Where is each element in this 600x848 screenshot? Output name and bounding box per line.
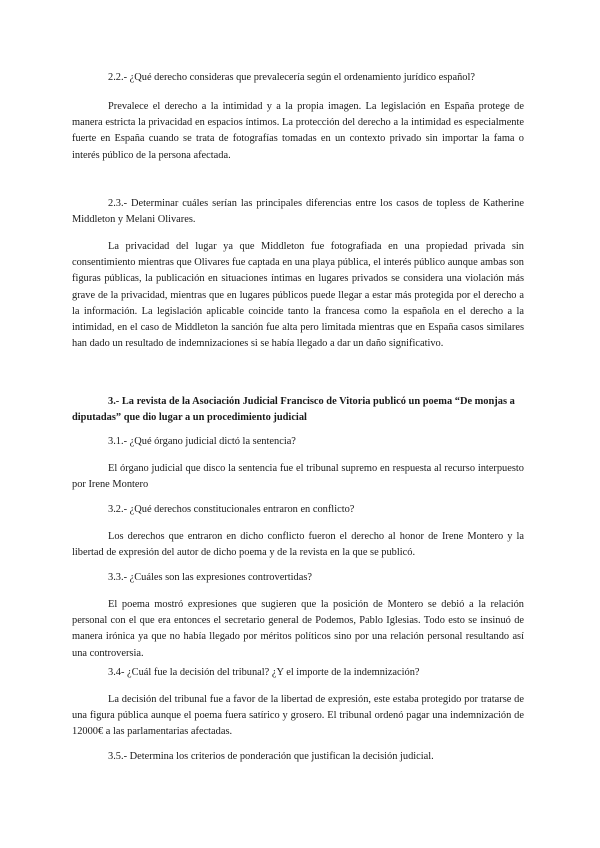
- question-3-5: [72, 749, 524, 765]
- section-3-heading: [72, 394, 524, 426]
- question-text: 3.1.- ¿Qué órgano judicial dictó la sentencia?: [108, 436, 296, 447]
- answer-text: La privacidad del lugar ya que Middleton fue fotografiada en una propiedad privada sin consentimiento mientras que Olivares fue captada en una playa pública, el interés público aunque ambas son figuras públicas, la publicación en situaciones íntimas en lugares privados se considera una violación más grave de la privacidad, mientras que en lugares públicos puede llegar a estar más protegida por el derecho a la información. La legislación aplicable coincide tanto la francesa como la española en el derecho a la intimidad, en el caso de Middleton la sanción fue alta pero limitada mientras que en España casos similares han dado un resultado de indemnizaciones si se había llegado a dar un daño significativo.: [72, 241, 524, 350]
- question-3-3: [72, 570, 524, 586]
- section-heading: 3.- La revista de la Asociación Judicial Francisco de Vitoria publicó un poema “De monjas a diputadas” que dio lugar a un procedimiento judicial: [72, 396, 515, 424]
- answer-2-2: [72, 99, 524, 164]
- question-3-2: [72, 502, 524, 518]
- question-2-2: [72, 70, 524, 86]
- answer-text: El poema mostró expresiones que sugieren que la posición de Montero se debió a la relación personal con el que era entonces el secretario general de Podemos, Pablo Iglesias. Todo esto se insinuó de manera irónica ya que no había llegado por méritos políticos sino por una relación personal resultando así una controversia.: [72, 599, 524, 659]
- answer-text: El órgano judicial que disco la sentencia fue el tribunal supremo en respuesta al recurso interpuesto por Irene Montero: [72, 463, 524, 491]
- answer-3-2: [72, 529, 524, 561]
- question-text: 3.5.- Determina los criterios de ponderación que justifican la decisión judicial.: [108, 751, 434, 762]
- question-text: 2.2.- ¿Qué derecho consideras que prevalecería según el ordenamiento jurídico español?: [108, 72, 475, 83]
- answer-3-1: [72, 461, 524, 493]
- answer-3-3: [72, 597, 524, 662]
- answer-text: Prevalece el derecho a la intimidad y a la propia imagen. La legislación en España protege de manera estricta la privacidad en espacios íntimos. La protección del derecho a la intimidad es especialmente fuerte en España cuando se trata de fotografías tomadas en un contexto privado sin importar la fama o interés público de la persona afectada.: [72, 101, 524, 161]
- question-2-3: [72, 196, 524, 228]
- question-text: 3.2.- ¿Qué derechos constitucionales entraron en conflicto?: [108, 504, 355, 515]
- question-3-1: [72, 434, 524, 450]
- answer-3-4: [72, 692, 524, 741]
- question-3-4: [72, 665, 524, 681]
- answer-text: La decisión del tribunal fue a favor de la libertad de expresión, este estaba protegido por tratarse de una figura pública aunque el poema fuera satírico y grosero. El tribunal ordenó pagar una indemnización de 12000€ a las parlamentarias afectadas.: [72, 694, 524, 738]
- answer-text: Los derechos que entraron en dicho conflicto fueron el derecho al honor de Irene Montero y la libertad de expresión del autor de dicho poema y de la revista en la que se publicó.: [72, 531, 524, 559]
- answer-2-3: [72, 239, 524, 352]
- question-text: 3.4- ¿Cuál fue la decisión del tribunal? ¿Y el importe de la indemnización?: [108, 667, 420, 678]
- question-text: 3.3.- ¿Cuáles son las expresiones controvertidas?: [108, 572, 313, 583]
- question-text: 2.3.- Determinar cuáles serían las principales diferencias entre los casos de topless de Katherine Middleton y Melani Olivares.: [72, 198, 524, 226]
